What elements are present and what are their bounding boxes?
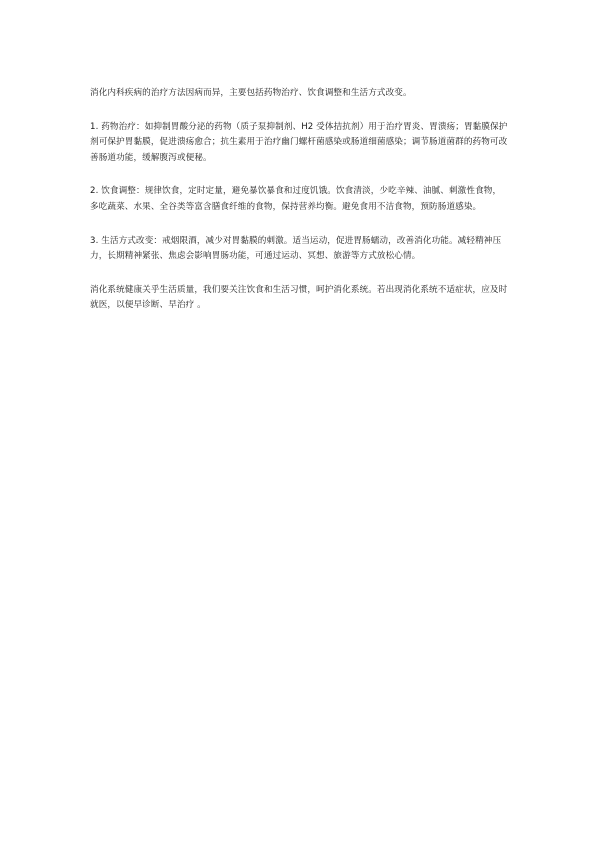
section-medication: 1. 药物治疗：如抑制胃酸分泌的药物（质子泵抑制剂、H2 受体拮抗剂）用于治疗胃炎、胃溃疡；胃黏膜保护剂可保护胃黏膜，促进溃疡愈合；抗生素用于治疗幽门螺杆菌感染或肠道细菌感染；调节肠道菌群的药物可改善肠道功能，缓解腹泻或便秘。: [90, 121, 508, 163]
conclusion-paragraph: 消化系统健康关乎生活质量，我们要关注饮食和生活习惯，呵护消化系统。若出现消化系统不适症状，应及时就医，以便早诊断、早治疗 。: [90, 284, 508, 311]
section-lifestyle: 3. 生活方式改变：戒烟限酒，减少对胃黏膜的刺激。适当运动，促进胃肠蠕动，改善消化功能。减轻精神压力，长期精神紧张、焦虑会影响胃肠功能，可通过运动、冥想、旅游等方式放松心情。: [90, 235, 502, 262]
intro-paragraph: 消化内科疾病的治疗方法因病而异，主要包括药物治疗、饮食调整和生活方式改变。: [90, 88, 412, 98]
document-body: [90, 86, 508, 332]
section-diet: 2. 饮食调整：规律饮食，定时定量，避免暴饮暴食和过度饥饿。饮食清淡，少吃辛辣、油腻、刺激性食物，多吃蔬菜、水果、全谷类等富含膳食纤维的食物，保持营养均衡。避免食用不洁食物，预防肠道感染。: [90, 186, 502, 212]
